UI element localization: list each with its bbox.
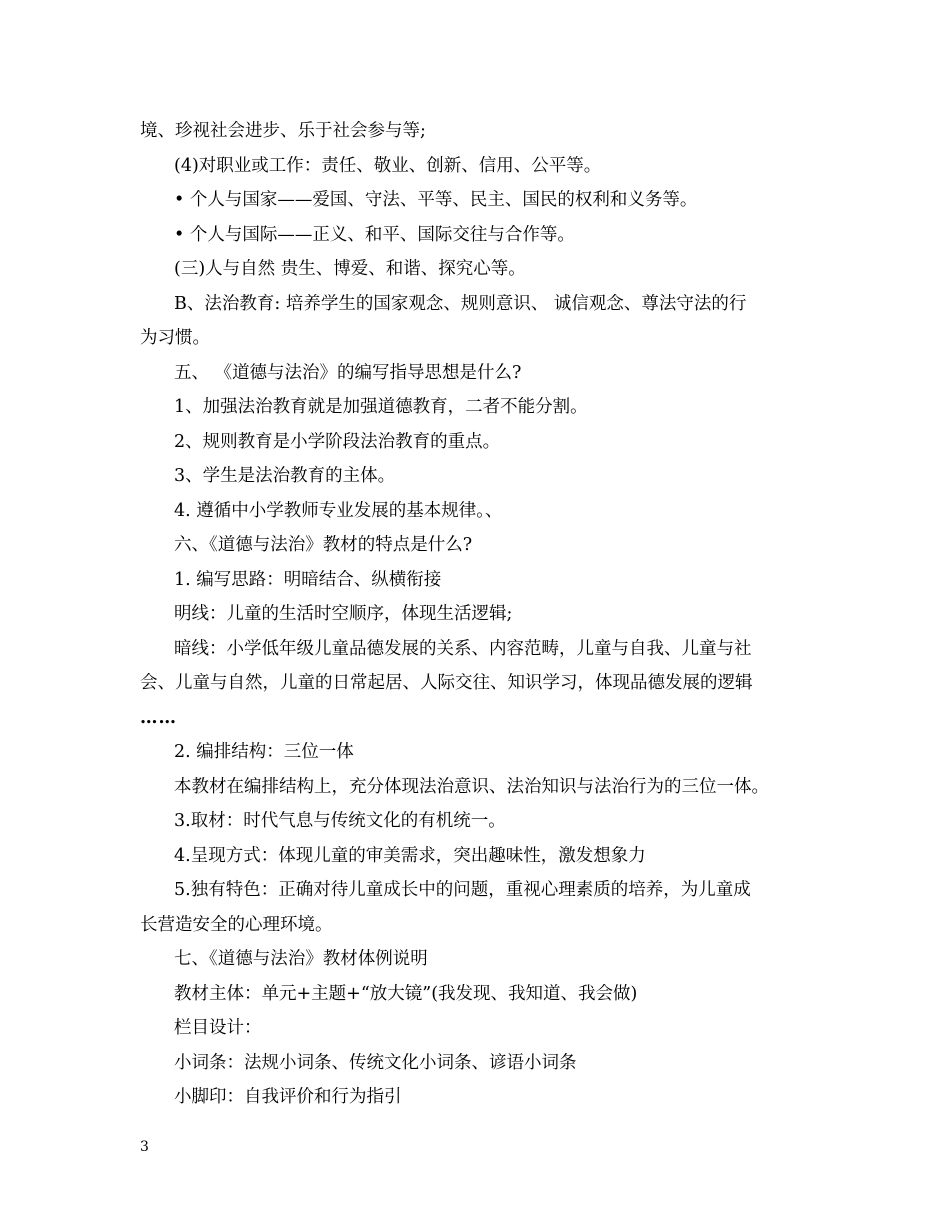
text-line: (4)对职业或工作：责任、敬业、创新、信用、公平等。 xyxy=(174,155,602,176)
list-item: 1. 编写思路：明暗结合、纵横衔接 xyxy=(174,569,442,590)
text-line: B、法治教育: 培养学生的国家观念、规则意识、 诚信观念、尊法守法的行 xyxy=(174,293,747,314)
bullet-item: • 个人与国家——爱国、守法、平等、民主、国民的权利和义务等。 xyxy=(174,190,698,210)
text-line: (三)人与自然 贵生、博爱、和谐、探究心等。 xyxy=(174,259,526,279)
ellipsis-line: …… xyxy=(140,707,177,728)
text-line: 栏目设计： xyxy=(174,1018,262,1038)
list-item: 3、学生是法治教育的主体。 xyxy=(174,466,396,486)
section-heading: 六、《道德与法治》教材的特点是什么? xyxy=(174,535,473,555)
list-item: 4.呈现方式：体现儿童的审美需求，突出趣味性，激发想象力 xyxy=(174,845,646,866)
page-number: 3 xyxy=(140,1139,149,1155)
text-line: 明线：儿童的生活时空顺序，体现生活逻辑; xyxy=(174,604,513,624)
text-line: 小词条：法规小词条、传统文化小词条、谚语小词条 xyxy=(174,1052,577,1073)
text-line: 会、儿童与自然，儿童的日常起居、人际交往、知识学习，体现品德发展的逻辑 xyxy=(140,673,753,693)
list-item: 5.独有特色：正确对待儿童成长中的问题，重视心理素质的培养，为儿童成 xyxy=(174,880,751,900)
list-item: 3.取材：时代气息与传统文化的有机统一。 xyxy=(174,811,506,831)
list-item: 4. 遵循中小学教师专业发展的基本规律。、 xyxy=(174,500,503,521)
list-item: 2. 编排结构：三位一体 xyxy=(174,742,354,762)
text-line: 教材主体：单元+主题+“放大镜”(我发现、我知道、我会做) xyxy=(174,983,638,1004)
text-line: 小脚印：自我评价和行为指引 xyxy=(174,1087,402,1107)
list-item: 1、加强法治教育就是加强道德教育，二者不能分割。 xyxy=(174,397,588,417)
bullet-item: • 个人与国际——正义、和平、国际交往与合作等。 xyxy=(174,224,575,245)
section-heading: 五、 《道德与法治》的编写指导思想是什么? xyxy=(174,362,522,383)
text-line: 暗线：小学低年级儿童品德发展的关系、内容范畴，儿童与自我、儿童与社 xyxy=(174,638,752,659)
text-line: 为习惯。 xyxy=(140,328,210,348)
section-heading: 七、《道德与法治》教材体例说明 xyxy=(174,949,428,969)
text-line: 本教材在编排结构上，充分体现法治意识、法治知识与法治行为的三位一体。 xyxy=(174,776,769,797)
text-line: 长营造安全的心理环境。 xyxy=(140,914,333,935)
text-line: 境、珍视社会进步、乐于社会参与等; xyxy=(140,121,426,141)
list-item: 2、规则教育是小学阶段法治教育的重点。 xyxy=(174,431,501,452)
document-body xyxy=(140,114,812,1115)
